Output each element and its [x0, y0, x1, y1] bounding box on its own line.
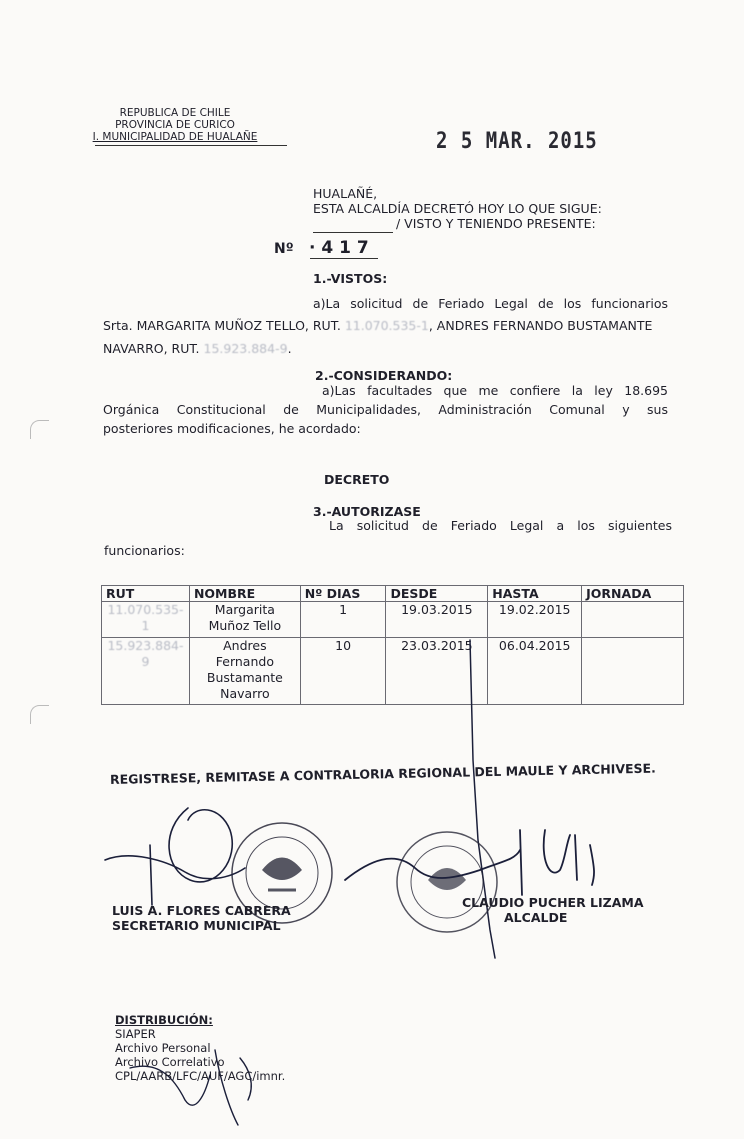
- vistos-line-2-text: Srta. MARGARITA MUÑOZ TELLO, RUT.: [103, 318, 341, 333]
- vistos-line-3-tail: .: [287, 341, 292, 356]
- right-signatory-name: CLAUDIO PUCHER LIZAMA: [462, 895, 644, 910]
- list-item: Archivo Correlativo: [115, 1055, 225, 1069]
- vistos-rut-2: 15.923.884-9: [203, 341, 288, 356]
- distribution-block: [115, 1013, 285, 1083]
- cell-nombre: Margarita Muñoz Tello: [189, 602, 300, 638]
- decree-number: · 4 1 7: [309, 238, 369, 258]
- list-item: CPL/AARB/LFC/AUF/AGC/imnr.: [115, 1069, 286, 1083]
- right-signatory-title: ALCALDE: [504, 910, 568, 925]
- vistos-heading: 1.-VISTOS:: [313, 271, 388, 286]
- cell-rut: 11.070.535-1: [102, 602, 190, 638]
- cell-desde: 19.03.2015: [386, 602, 488, 638]
- date-stamp: 2 5 MAR. 2015: [436, 128, 598, 154]
- vistos-line-1: a)La solicitud de Feriado Legal de los funcionarios: [313, 296, 668, 311]
- header-line-republic: REPUBLICA DE CHILE: [119, 107, 231, 119]
- cell-nombre: Andres Fernando Bustamante Navarro: [189, 638, 300, 705]
- autorizase-heading: 3.-AUTORIZASE: [313, 504, 421, 519]
- cell-hasta: 06.04.2015: [488, 638, 582, 705]
- decree-number-prefix: Nº: [274, 241, 294, 257]
- cell-desde: 23.03.2015: [386, 638, 488, 705]
- autorizase-line-2: funcionarios:: [104, 543, 185, 558]
- signature-left: [105, 808, 245, 905]
- list-item: Archivo Personal: [115, 1041, 211, 1055]
- cell-hasta: 19.02.2015: [488, 602, 582, 638]
- table-header-jornada: JORNADA: [582, 586, 684, 602]
- left-signatory-title: SECRETARIO MUNICIPAL: [112, 918, 281, 933]
- table-header-desde: DESDE: [386, 586, 488, 602]
- intro-statement: ESTA ALCALDÍA DECRETÓ HOY LO QUE SIGUE:: [313, 201, 602, 216]
- right-signatory: [462, 895, 644, 925]
- intro-place: HUALAÑÉ,: [313, 186, 378, 201]
- decreto-title: DECRETO: [324, 472, 390, 487]
- intro-visto: / VISTO Y TENIENDO PRESENTE:: [396, 216, 596, 231]
- table-header-hasta: HASTA: [488, 586, 582, 602]
- considerando-line-3: posteriores modificaciones, he acordado:: [103, 421, 361, 436]
- left-signatory-name: LUIS A. FLORES CABRERA: [112, 903, 291, 918]
- considerando-heading: 2.-CONSIDERANDO:: [315, 368, 453, 383]
- vistos-line-3-text: NAVARRO, RUT.: [103, 341, 200, 356]
- punch-hole-mark: [30, 420, 49, 439]
- header-line-municipality: I. MUNICIPALIDAD DE HUALAÑE: [92, 131, 258, 143]
- vistos-line-2-tail: , ANDRES FERNANDO BUSTAMANTE: [428, 318, 653, 333]
- closing-statement: REGISTRESE, REMITASE A CONTRALORIA REGIONAL DEL MAULE Y ARCHIVESE.: [109, 760, 657, 787]
- cell-rut: 15.923.884-9: [102, 638, 190, 705]
- punch-hole-mark: [30, 705, 49, 724]
- distribution-heading: DISTRIBUCIÓN:: [115, 1013, 213, 1027]
- left-signatory: [112, 903, 291, 933]
- list-item: SIAPER: [115, 1027, 156, 1041]
- cell-dias: 10: [300, 638, 386, 705]
- considerando-line-1: a)Las facultades que me confiere la ley 18.695: [322, 383, 668, 398]
- autorizase-line-1: La solicitud de Feriado Legal a los siguientes: [329, 518, 672, 533]
- signature-right: [345, 830, 594, 895]
- table-header-dias: Nº DIAS: [300, 586, 386, 602]
- considerando-line-2: Orgánica Constitucional de Municipalidades, Administración Comunal y sus: [103, 402, 668, 417]
- vistos-rut-1: 11.070.535-1: [344, 318, 429, 333]
- header-line-province: PROVINCIA DE CURICO: [115, 119, 235, 131]
- cell-dias: 1: [300, 602, 386, 638]
- table-header-nombre: NOMBRE: [189, 586, 300, 602]
- table-header-rut: RUT: [102, 586, 190, 602]
